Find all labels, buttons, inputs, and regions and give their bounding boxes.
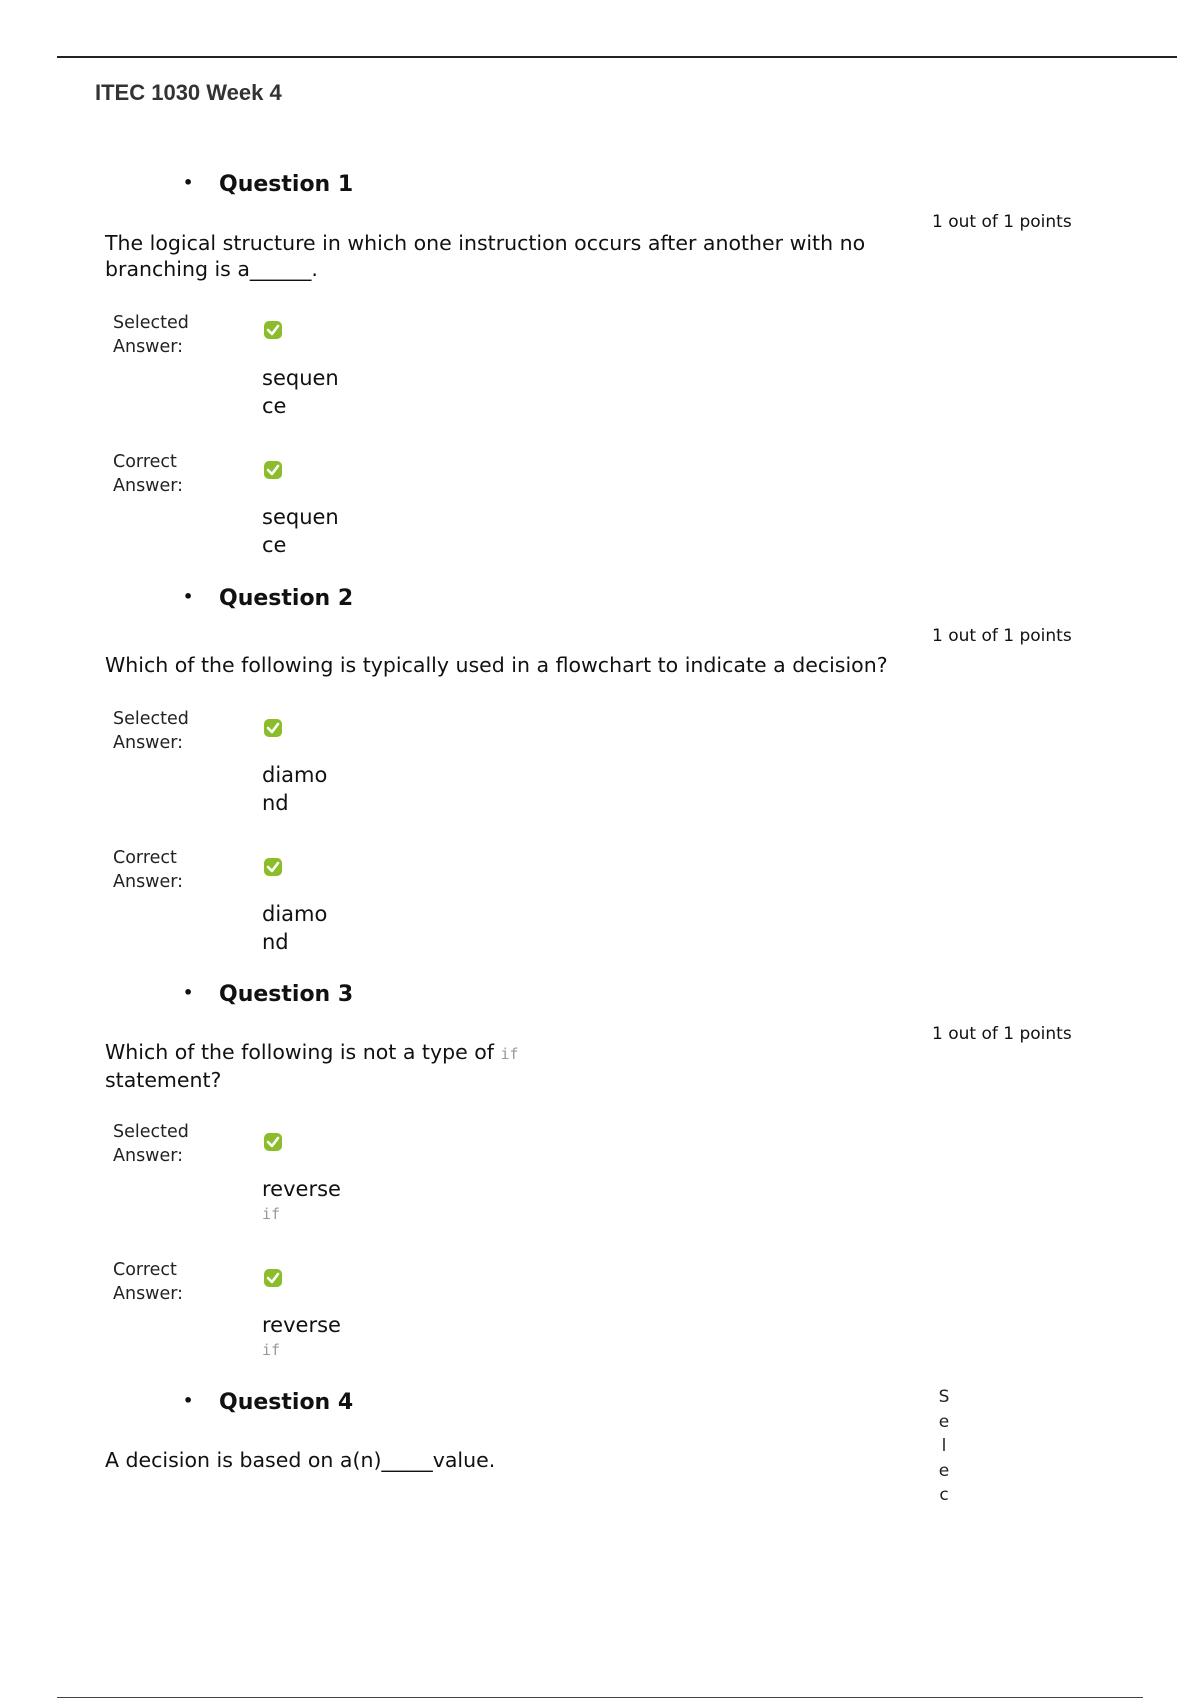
check-icon bbox=[263, 718, 283, 738]
correct-answer-value: sequen ce bbox=[262, 505, 339, 557]
top-rule bbox=[57, 56, 1177, 58]
bullet-icon: • bbox=[183, 587, 194, 606]
question-3-text: Which of the following is not a type of if statement? bbox=[105, 1040, 519, 1092]
question-3-heading: • Question 3 bbox=[183, 982, 354, 1007]
question-1-heading: • Question 1 bbox=[183, 172, 354, 197]
selected-answer-value: reverse if bbox=[262, 1177, 341, 1223]
selected-answer-value: sequen ce bbox=[262, 366, 339, 418]
selected-answer-label: Selected Answer: bbox=[113, 1122, 189, 1166]
question-2-text: Which of the following is typically used in a flowchart to indicate a decision? bbox=[105, 653, 888, 677]
question-1-points: 1 out of 1 points bbox=[932, 212, 1072, 232]
bottom-rule bbox=[57, 1697, 1143, 1698]
correct-answer-label: Correct Answer: bbox=[113, 848, 184, 892]
correct-answer-label: Correct Answer: bbox=[113, 452, 184, 496]
selected-answer-label: Selected Answer: bbox=[113, 313, 189, 357]
check-icon bbox=[263, 1132, 283, 1152]
correct-answer-value: diamo nd bbox=[262, 902, 328, 954]
vertical-selected-text: S e l e c bbox=[938, 1387, 950, 1505]
check-icon bbox=[263, 1268, 283, 1288]
question-4-heading: • Question 4 bbox=[183, 1390, 354, 1415]
inline-code: if bbox=[500, 1045, 519, 1063]
question-1-text: The logical structure in which one instruction occurs after another with no branching is a______. bbox=[105, 231, 866, 281]
question-2-heading: • Question 2 bbox=[183, 586, 354, 611]
bullet-icon: • bbox=[183, 173, 194, 192]
page-title: ITEC 1030 Week 4 bbox=[95, 80, 282, 105]
correct-answer-label: Correct Answer: bbox=[113, 1260, 184, 1304]
question-4-text: A decision is based on a(n)_____value. bbox=[105, 1448, 496, 1472]
check-icon bbox=[263, 857, 283, 877]
check-icon bbox=[263, 460, 283, 480]
question-3-points: 1 out of 1 points bbox=[932, 1024, 1072, 1044]
selected-answer-label: Selected Answer: bbox=[113, 709, 189, 753]
bullet-icon: • bbox=[183, 983, 194, 1002]
question-2-points: 1 out of 1 points bbox=[932, 626, 1072, 646]
check-icon bbox=[263, 320, 283, 340]
bullet-icon: • bbox=[183, 1391, 194, 1410]
selected-answer-value: diamo nd bbox=[262, 763, 328, 815]
correct-answer-value: reverse if bbox=[262, 1313, 341, 1359]
